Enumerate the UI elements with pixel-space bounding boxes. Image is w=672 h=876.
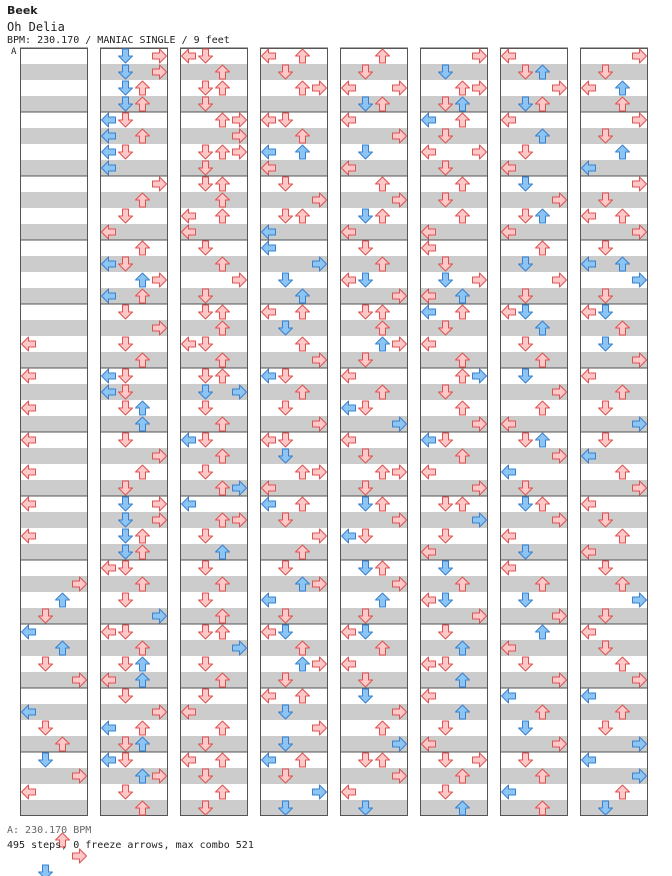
beat-stripe [20, 384, 88, 400]
bpm-summary: A: 230.170 BPM [7, 825, 92, 836]
beat-stripe [580, 288, 648, 304]
beat-stripe [260, 384, 328, 400]
beat-stripe [420, 672, 488, 688]
beat-stripe [260, 544, 328, 560]
beat-stripe [20, 160, 88, 176]
beat-stripe [180, 736, 248, 752]
beat-stripe [100, 640, 168, 656]
beat-stripe [180, 576, 248, 592]
beat-stripe [340, 640, 408, 656]
beat-stripe [580, 96, 648, 112]
beat-stripe [20, 448, 88, 464]
beat-stripe [180, 448, 248, 464]
chart-column [340, 48, 408, 816]
beat-stripe [20, 512, 88, 528]
beat-stripe [500, 576, 568, 592]
beat-stripe [100, 736, 168, 752]
beat-stripe [180, 192, 248, 208]
beat-stripe [420, 128, 488, 144]
beat-stripe [100, 576, 168, 592]
beat-stripe [180, 160, 248, 176]
beat-stripe [340, 256, 408, 272]
beat-stripe [420, 704, 488, 720]
beat-stripe [340, 384, 408, 400]
beat-stripe [500, 480, 568, 496]
beat-stripe [260, 320, 328, 336]
beat-stripe [260, 608, 328, 624]
arrow-right-icon [73, 849, 87, 863]
beat-stripe [340, 672, 408, 688]
beat-stripe [420, 800, 488, 816]
arrow-down-icon [39, 865, 53, 876]
beat-stripe [340, 352, 408, 368]
beat-stripe [420, 352, 488, 368]
chart-column [100, 48, 168, 816]
beat-stripe [260, 736, 328, 752]
beat-stripe [580, 704, 648, 720]
beat-stripe [20, 320, 88, 336]
beat-stripe [420, 384, 488, 400]
song-title: Oh Delia [7, 20, 65, 34]
beat-stripe [100, 480, 168, 496]
beat-stripe [340, 320, 408, 336]
beat-stripe [420, 320, 488, 336]
beat-stripe [20, 128, 88, 144]
beat-stripe [180, 416, 248, 432]
beat-stripe [420, 448, 488, 464]
beat-stripe [260, 704, 328, 720]
beat-stripe [580, 320, 648, 336]
beat-stripe [500, 320, 568, 336]
beat-stripe [180, 64, 248, 80]
beat-stripe [420, 64, 488, 80]
chart-column [20, 48, 88, 816]
beat-stripe [20, 608, 88, 624]
beat-stripe [20, 736, 88, 752]
beat-stripe [260, 128, 328, 144]
beat-stripe [260, 640, 328, 656]
beat-stripe [580, 128, 648, 144]
beat-stripe [100, 416, 168, 432]
beat-stripe [580, 192, 648, 208]
beat-stripe [260, 64, 328, 80]
beat-stripe [100, 96, 168, 112]
artist-name: Beek [7, 4, 38, 17]
beat-stripe [500, 288, 568, 304]
beat-stripe [180, 96, 248, 112]
beat-stripe [180, 352, 248, 368]
beat-stripe [580, 640, 648, 656]
beat-stripe [100, 800, 168, 816]
beat-stripe [580, 608, 648, 624]
beat-stripe [20, 352, 88, 368]
beat-stripe [500, 256, 568, 272]
beat-stripe [260, 768, 328, 784]
chart-column [260, 48, 328, 816]
beat-stripe [180, 544, 248, 560]
beat-stripe [20, 800, 88, 816]
beat-stripe [260, 512, 328, 528]
beat-stripe [100, 544, 168, 560]
beat-stripe [20, 640, 88, 656]
beat-stripe [180, 800, 248, 816]
beat-stripe [500, 128, 568, 144]
chart-info: BPM: 230.170 / MANIAC SINGLE / 9 feet [7, 35, 230, 46]
beat-stripe [340, 608, 408, 624]
beat-stripe [420, 768, 488, 784]
beat-stripe [180, 256, 248, 272]
beat-stripe [420, 96, 488, 112]
beat-stripe [180, 288, 248, 304]
beat-stripe [500, 544, 568, 560]
beat-stripe [180, 672, 248, 688]
chart-column [580, 48, 648, 816]
beat-stripe [20, 480, 88, 496]
beat-stripe [580, 512, 648, 528]
beat-stripe [420, 192, 488, 208]
beat-stripe [20, 96, 88, 112]
beat-stripe [180, 608, 248, 624]
beat-stripe [180, 768, 248, 784]
beat-stripe [20, 256, 88, 272]
beat-stripe [500, 768, 568, 784]
beat-stripe [500, 352, 568, 368]
beat-stripe [500, 704, 568, 720]
beat-stripe [260, 800, 328, 816]
beat-stripe [100, 192, 168, 208]
beat-stripe [340, 64, 408, 80]
beat-stripe [260, 96, 328, 112]
beat-stripe [340, 480, 408, 496]
chart-column [500, 48, 568, 816]
beat-stripe [20, 224, 88, 240]
beat-stripe [20, 192, 88, 208]
beat-stripe [340, 96, 408, 112]
step-stats: 495 steps, 0 freeze arrows, max combo 521 [7, 840, 254, 851]
beat-stripe [420, 256, 488, 272]
section-marker: A [11, 47, 17, 57]
beat-stripe [580, 64, 648, 80]
beat-stripe [500, 64, 568, 80]
beat-stripe [180, 320, 248, 336]
beat-stripe [580, 576, 648, 592]
beat-stripe [420, 576, 488, 592]
beat-stripe [260, 672, 328, 688]
chart-column [180, 48, 248, 816]
beat-stripe [420, 640, 488, 656]
beat-stripe [580, 384, 648, 400]
chart-column [420, 48, 488, 816]
beat-stripe [100, 352, 168, 368]
beat-stripe [500, 96, 568, 112]
beat-stripe [20, 416, 88, 432]
beat-stripe [420, 160, 488, 176]
beat-stripe [20, 544, 88, 560]
beat-stripe [340, 544, 408, 560]
beat-stripe [500, 800, 568, 816]
beat-stripe [20, 288, 88, 304]
beat-stripe [580, 800, 648, 816]
beat-stripe [340, 448, 408, 464]
beat-stripe [20, 64, 88, 80]
beat-stripe [340, 800, 408, 816]
beat-stripe [260, 448, 328, 464]
beat-stripe [260, 288, 328, 304]
